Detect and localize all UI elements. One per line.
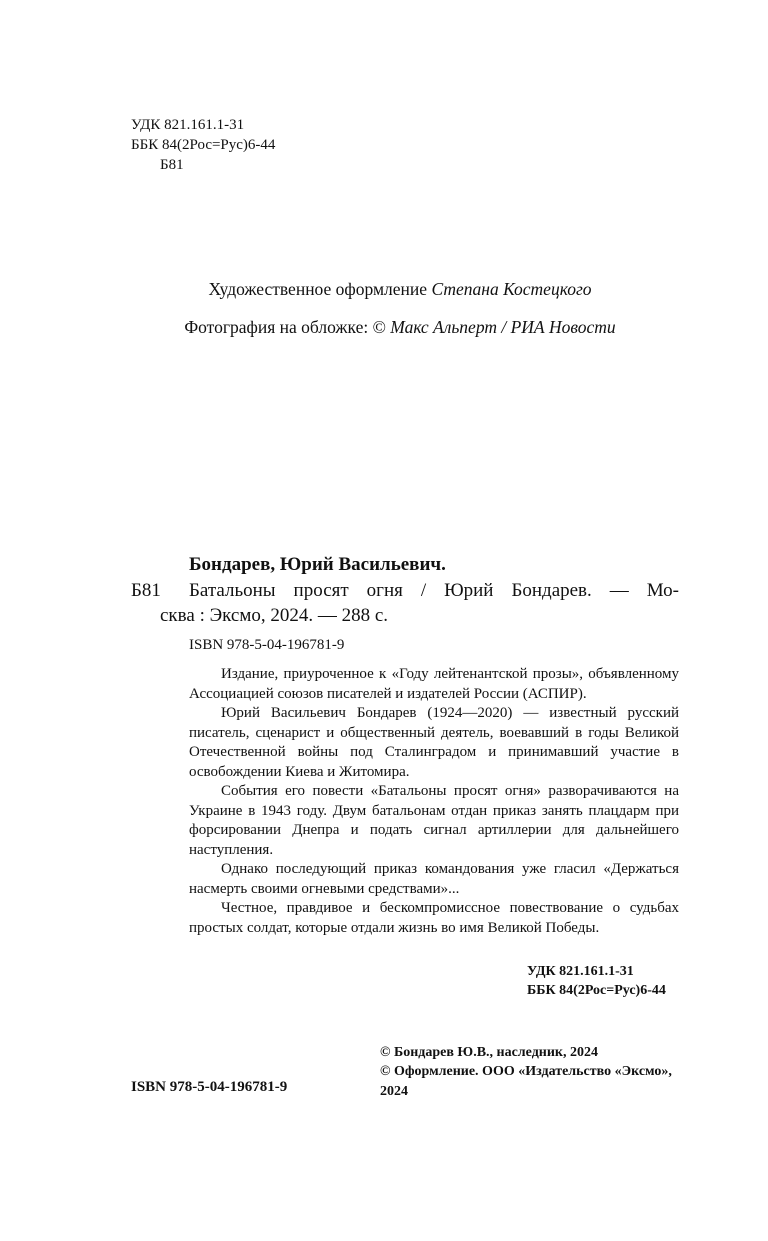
copyright-design-text: © Оформление. ООО «Издательство «Эксмо», 2024	[380, 1064, 672, 1099]
photo-credit-prefix: Фотография на обложке: ©	[184, 317, 391, 337]
bbk-code-top: ББК 84(2Рос=Рус)6-44	[131, 137, 276, 153]
photo-credit-name: Макс Альперт / РИА Новости	[390, 317, 616, 337]
udk-code-top: УДК 821.161.1-31	[131, 117, 245, 133]
annotation-paragraph: Юрий Васильевич Бондарев (1924—2020) — известный русский писатель, сценарист и общественный деятель, воевавший в годы Великой Отечественной войны под Сталинградом и принимавший участие в освобождении Киева и Житомира.	[189, 705, 679, 780]
catalog-title-line2: сква : Эксмо, 2024. — 288 с.	[160, 605, 389, 626]
copyright-author: © Бондарев Ю.В., наследник, 2024	[380, 1045, 598, 1060]
annotation-paragraph: События его повести «Батальоны просят огня» разворачиваются на Украине в 1943 году. Двум батальонам отдан приказ занять плацдарм при форсировании Днепра и подать сигнал артиллерии для дальнейшего наступления.	[189, 783, 679, 858]
udk-code-bottom: УДК 821.161.1-31	[527, 964, 634, 979]
design-credit-prefix: Художественное оформление	[208, 279, 432, 299]
footer-isbn: ISBN 978-5-04-196781-9	[131, 1079, 288, 1095]
catalog-author-heading: Бондарев, Юрий Васильевич.	[189, 554, 446, 575]
annotation	[189, 665, 679, 938]
design-credit-name: Степана Костецкого	[431, 279, 592, 299]
bbk-code-bottom: ББК 84(2Рос=Рус)6-44	[527, 983, 666, 998]
catalog-title-line1: Батальоны просят огня / Юрий Бондарев. — Мо-	[189, 580, 679, 601]
author-mark-top: Б81	[160, 157, 184, 173]
design-credit	[0, 277, 768, 301]
catalog-isbn: ISBN 978-5-04-196781-9	[189, 637, 345, 653]
annotation-paragraph: Издание, приуроченное к «Году лейтенантской прозы», объявленному Ассоциацией союзов писателей и издателей России (АСПИР).	[189, 666, 679, 702]
catalog-author-mark: Б81	[131, 580, 161, 601]
copyright-design	[380, 1062, 680, 1101]
photo-credit	[0, 315, 768, 339]
annotation-paragraph: Однако последующий приказ командования уже гласил «Держаться насмерть своими огневыми средствами»...	[189, 861, 679, 897]
annotation-paragraph: Честное, правдивое и бескомпромиссное повествование о судьбах простых солдат, которые отдали жизнь во имя Великой Победы.	[189, 900, 679, 936]
